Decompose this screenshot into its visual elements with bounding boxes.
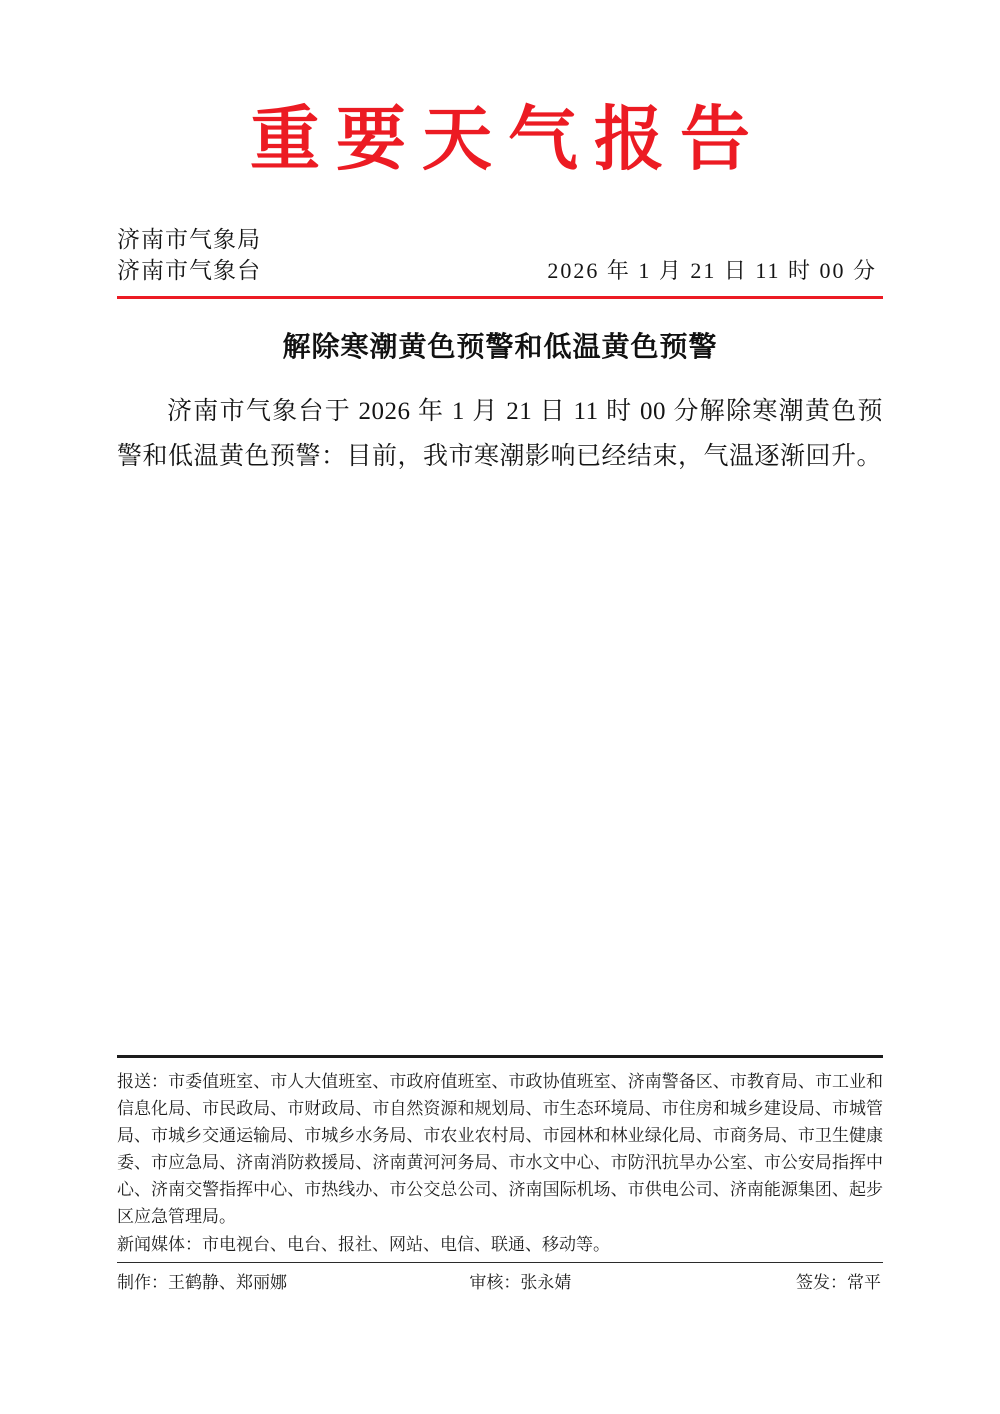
issue-datetime: 2026 年 1 月 21 日 11 时 00 分 [547, 257, 877, 283]
produced-by: 制作：王鹤静、郑丽娜 [117, 1273, 287, 1292]
masthead-title: 重要天气报告 [250, 102, 766, 179]
issuer-lines [117, 224, 883, 286]
footer [117, 1055, 883, 1297]
reviewed-by: 审核：张永婧 [469, 1273, 572, 1292]
distribution-label: 报送： [117, 1071, 169, 1091]
distribution-block [117, 1058, 883, 1258]
issuer-date-row [117, 255, 883, 286]
headline: 解除寒潮黄色预警和低温黄色预警 [282, 331, 718, 363]
masthead [117, 0, 883, 178]
body-paragraph: 济南市气象台于 2026 年 1 月 21 日 11 时 00 分解除寒潮黄色预警和低温黄色预警：目前，我市寒潮影响已经结束，气温逐渐回升。 [117, 397, 883, 470]
distribution-line [117, 1068, 883, 1230]
issuer-bureau: 济南市气象局 [117, 226, 261, 252]
issuer-observatory: 济南市气象台 [117, 257, 261, 283]
distribution-list: 市委值班室、市人大值班室、市政府值班室、市政协值班室、济南警备区、市教育局、市工业和信息化局、市民政局、市财政局、市自然资源和规划局、市生态环境局、市住房和城乡建设局、市城管局、市城乡交通运输局、市城乡水务局、市农业农村局、市园林和林业绿化局、市商务局、市卫生健康委、市应急局、济南消防救援局、济南黄河河务局、市水文中心、市防汛抗旱办公室、市公安局指挥中心、济南交警指挥中心、市热线办、市公交总公司、济南国际机场、市供电公司、济南能源集团、起步区应急管理局。 [117, 1071, 884, 1226]
red-separator-rule [117, 296, 883, 299]
issued-by: 签发：常平 [796, 1273, 881, 1292]
signoff-row [117, 1263, 883, 1296]
issuer-block [117, 224, 883, 299]
media-line: 新闻媒体：市电视台、电台、报社、网站、电信、联通、移动等。 [117, 1234, 610, 1254]
document-sheet [117, 0, 883, 1414]
